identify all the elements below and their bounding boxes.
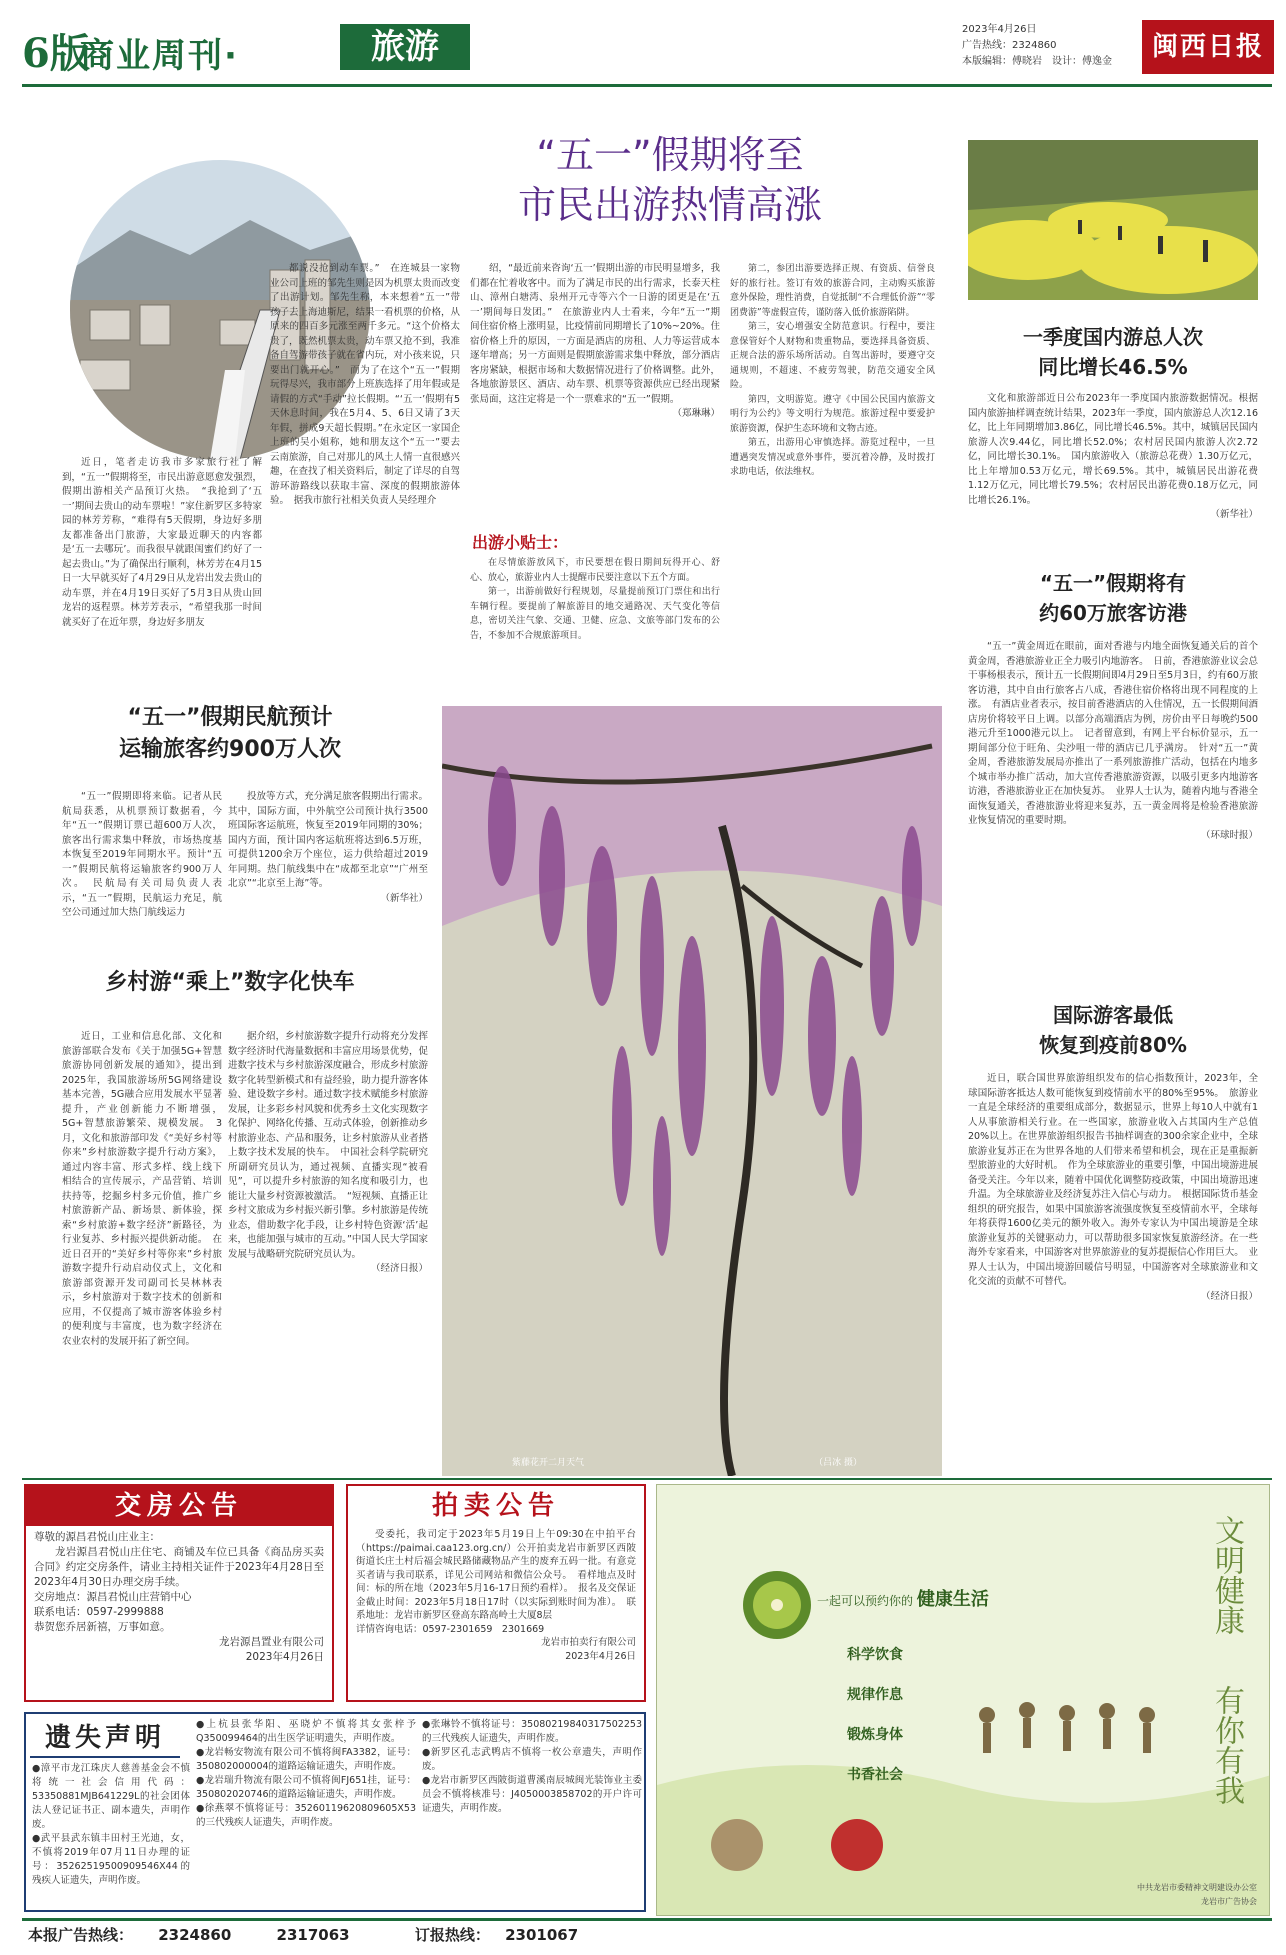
ad-side-text-1: 文明健康 <box>1209 1515 1244 1635</box>
lead-column-1: 近日，笔者走访我市多家旅行社了解到，“五一”假期将至，市民出游意愿愈发强烈，假期出游相关产品预订火热。 “我抢到了‘五一’期间去贵山的动车票啦！”家住新罗区多特家园的林芳芳称，“难得有5天假期，身边好多朋友都准备出门旅游，大家最近聊天的内容都是‘五一去哪玩’。而我很早就跟闺蜜们约好了一起去贵山。”为了确保出行顺利，林芳芳在4月15日一大早就买好了4月29日从龙岩出发去贵山的动车票，并在4月19日买好了5月3日从贵山回龙岩的返程票。林芳芳表示，“希望我那一时间就买好了在近年票，身边好多朋友 <box>62 457 262 628</box>
lead-byline: （郑琳琳） <box>672 408 720 419</box>
q1-title-line1: 一季度国内游总人次 <box>1023 325 1203 349</box>
hk-title-line1: “五一”假期将有 <box>1039 571 1187 595</box>
lost-item-8: ●新罗区孔志武鸭店不慎将一枚公章遗失，声明作废。 <box>422 1747 642 1772</box>
lost-item-3: ●上杭县张华阳、巫晓炉不慎将其女张梓予Q350099464的出生医学证明遗失，声明作废。 <box>196 1719 416 1744</box>
air-column-1: “五一”假期即将来临。记者从民航局获悉，从机票预订数据看，今年“五一”假期订票已超600万人次，旅客出行需求集中释放，市场热度基本恢复至2019年同期水平。预计“五一”假期民航将运输旅客约900万人次。 民航局有关司局负责人表示，“五一”假期，民航运力充足，航空公司通过加大热门航线运力 <box>62 791 222 918</box>
q1-title-line2: 同比增长46.5% <box>1038 355 1188 379</box>
ad-brand: 健康生活 <box>916 1589 989 1610</box>
photo-caption-right: （吕冰 摄） <box>814 1458 862 1468</box>
intl-title-line1: 国际游客最低 <box>1053 1003 1173 1027</box>
lead-title-line1: “五一”假期将至 <box>536 133 804 177</box>
auction-body: 受委托，我司定于2023年5月19日上午09:30在中拍平台（https://paimai.caa123.org.cn/）公开拍卖龙岩市新罗区西陂街道长庄土村后福会城民路储藏物品产生的废弃五码一批。有意竞买者请与我司联系，详见公司网站和微信公众号。 看样地点及时间：标的所在地（2023年5月16-17日预约看样）。 报名及交保证金截止时间：2023年5月18日17时（以实际到账时间为准）。 联系地址：龙岩市新罗区登高东路高岭土大厦8层 <box>356 1529 636 1621</box>
flower-field-photo <box>968 140 1258 300</box>
ad-item-2: 规律作息 <box>847 1687 903 1703</box>
intl-headline <box>968 1000 1258 1060</box>
air-headline <box>40 702 420 766</box>
ad-foot-2: 龙岩市广告协会 <box>1201 1897 1257 1906</box>
intl-title-line2: 恢复到疫前80% <box>1039 1033 1187 1057</box>
lead-column-2: 都说没抢到动车票。” 在连城县一家物业公司上班的邹先生则是因为机票太贵而改变了出游计划。邹先生称，本来想着“五一”带孩子去上海迪斯尼，结果一看机票的价格，从原来的四百多元涨至两千多元。“这个价格太贵了，既然机票太贵，动车票又抢不到，我准备自驾游带孩子就在省内玩，对小孩来说，只要出门就开心。” 而为了在这个“五一”假期玩得尽兴，我市部分上班族选择了用年假或是请假的方式“手动”拉长假期。“‘五一’假期有5天休息时间，我在5月4、5、6日又请了3天年假，拼成9天超长假期。”在永定区一家国企上班的吴小姐称，她和朋友这个“五一”要去云南旅游，自己对那儿的风土人情一直很感兴趣，在查找了相关资料后，制定了详尽的自驾游环游路线以获取丰富、深度的假期旅游体验。 据我市旅行社相关负责人吴经理介 <box>270 263 460 506</box>
wisteria-photo <box>442 706 942 1476</box>
content-divider <box>22 1478 1272 1480</box>
footer-sub-1: 2301067 <box>505 1926 579 1944</box>
air-byline: （新华社） <box>380 892 428 904</box>
page-header <box>22 18 1272 80</box>
footer-sub-label: 订报热线： <box>414 1926 490 1944</box>
q1-byline: （新华社） <box>1210 509 1258 520</box>
auction-notice <box>346 1484 646 1702</box>
hk-byline: （环球时报） <box>1200 829 1258 841</box>
handover-phone: 联系电话：0597-2999888 <box>34 1606 164 1618</box>
tips-column: 第二，参团出游要选择正规、有资质、信誉良好的旅行社。签订有效的旅游合同，主动购买旅游意外保险，理性消费，自觉抵制“不合理低价游”“零团费游”等虚假宣传，谨防落入低价旅游陷阱。 第三，安心增强安全防范意识。行程中，要注意保管好个人财物和贵重物品，要选择具备资质、正规合法的游乐场所活动。自驾出游时，要遵守交通规则，不超速、不疲劳驾驶，防范交通安全风险。 第四，文明游览。遵守《中国公民国内旅游文明行为公约》等文明行为规范。旅游过程中要爱护旅游资源，保护生态环境和文物古迹。 第五，出游用心审慎选择。游览过程中，一旦遭遇突发情况或意外事件，要沉着冷静，及时拨打求助电话，依法维权。 <box>730 264 935 477</box>
footer-ad-1: 2324860 <box>158 1926 232 1944</box>
air-title-line1: “五一”假期民航预计 <box>127 705 333 730</box>
hk-body: “五一”黄金周近在眼前，面对香港与内地全面恢复通关后的首个黄金周，香港旅游业正全力吸引内地游客。 日前，香港旅游业议会总干事杨根表示，预计五一长假期间即4月29日至5月3日，约有60万旅客访港，其中自由行旅客占八成，香港住宿价格将出现不同程度的上涨。 有酒店业者表示，按目前香港酒店的入住情况，五一长假期间酒店房价将较平日上调。以部分高端酒店为例，房价由平日每晚约500港元升至1000港元以上。 记者留意到，有网上平台标价显示，五一期间部分位于旺角、尖沙咀一带的酒店已几乎满房。 针对“五一”黄金周，香港旅游发展局亦推出了一系列旅游推广活动，包括在内地多个城市举办推广活动，加大宣传香港旅游资源，以吸引更多内地游客访港，香港旅游业正在加快复苏。 业界人士认为，随着内地与香港全面恢复通关，香港旅游业将迎来复苏，五一黄金周将是检验香港旅游业恢复情况的重要时期。 （环球时报） <box>968 640 1258 970</box>
lost-item-6: ●徐燕翠不慎将证号：35260119620809605X53的三代残疾人证遗失，声明作废。 <box>196 1803 416 1828</box>
ad-banner: 一起可以预约你的 健康生活 <box>817 1589 989 1610</box>
handover-date: 2023年4月26日 <box>245 1651 324 1663</box>
lost-item-9: ●龙岩市新罗区西陂街道曹溪南辰城闽光装饰业主委员会不慎将核准号：J4050003858702的开户许可证遗失，声明作废。 <box>422 1775 642 1814</box>
handover-title: 交房公告 <box>26 1486 332 1526</box>
section-title: 商业周刊· <box>80 36 239 76</box>
auction-title: 拍卖公告 <box>431 1491 560 1521</box>
issue-date: 2023年4月26日 <box>962 24 1037 35</box>
lost-item-2: ●武平县武东镇丰田村王光迪，女，不慎将2019年07月11日办理的证号：35262519500909546X44的残疾人证遗失，声明作废。 <box>32 1833 190 1886</box>
handover-addressee: 尊敬的源昌君悦山庄业主： <box>34 1531 160 1543</box>
footer-ad-label: 本报广告热线： <box>28 1926 134 1944</box>
handover-address: 交房地点：源昌君悦山庄营销中心 <box>34 1591 192 1603</box>
handover-thanks: 恭贺您乔居新禧，万事如意。 <box>34 1621 171 1633</box>
rural-headline: 乡村游“乘上”数字化快车 <box>105 970 355 995</box>
lead-title-line2: 市民出游热情高涨 <box>517 183 822 227</box>
tips-heading: 出游小贴士： <box>472 533 569 552</box>
rural-column-1: 近日，工业和信息化部、文化和旅游部联合发布《关于加强5G+智慧旅游协同创新发展的通知》，提出到2025年，我国旅游场所5G网络建设基本完善，5G融合应用发展水平显著提升，产业创新能力不断增强，5G+智慧旅游繁荣、规模发展。 3月，文化和旅游部印发《“美好乡村等你来”乡村旅游数字提升行动方案》，通过内容丰富、形式多样、线上线下相结合的宣传展示，产品营销、培训扶持等，挖掘乡村多元价值，推广乡村旅游新产品、新场景、新体验，探索“乡村旅游+数字经济”新路径，为行业复苏、乡村振兴提供新动能。 在近日召开的“美好乡村等你来”乡村旅游数字提升行动启动仪式上，文化和旅游部资源开发司副司长吴林林表示，乡村旅游对于数字技术的创新和应用，不仅提高了城市游客体验乡村的便利度与丰富度，也为数字经济在农业农村的发展开拓了新空间。 <box>62 1031 222 1347</box>
footer-bar <box>22 1918 1272 1948</box>
ad-item-3: 锻炼身体 <box>847 1727 903 1743</box>
photo-caption-left: 紫藤花开二月天气 <box>512 1458 585 1468</box>
handover-body: 龙岩源昌君悦山庄住宅、商铺及车位已具备《商品房买卖合同》约定交房条件，请业主持相关证件于2023年4月28日至2023年4月30日办理交房手续。 <box>34 1546 324 1588</box>
q1-headline <box>968 322 1258 382</box>
lost-item-5: ●龙岩瑞升物流有限公司不慎将闽FJ651挂，证号：350802020746的道路运输证遗失，声明作废。 <box>196 1775 416 1800</box>
editor-line: 本版编辑：傅晓岩 设计：傅逸金 <box>962 56 1112 67</box>
ad-side-text-2: 有你有我 <box>1209 1685 1244 1805</box>
ad-foot-1: 中共龙岩市委精神文明建设办公室 <box>1137 1883 1257 1892</box>
ad-item-1: 科学饮食 <box>847 1647 903 1663</box>
hk-title-line2: 约60万旅客访港 <box>1039 601 1187 625</box>
page-number: 6版 <box>22 30 90 77</box>
ad-item-4: 书香社会 <box>847 1767 903 1783</box>
ad-hotline: 广告热线：2324860 <box>962 40 1057 51</box>
air-column-2: 投放等方式，充分满足旅客假期出行需求。其中，国际方面，中外航空公司预计执行3500班国际客运航班，恢复至2019年同期的30%；国内方面，预计国内客运航班将达到6.5万班，可提供1200余万个座位，运力供给超过2019年同期。热门航线集中在“成都至北京”“广州至北京”“北京至上海”等。 （新华社） <box>228 790 428 940</box>
lost-item-7: ●张琳铃不慎将证号：35080219840317502253的三代残疾人证遗失，声明作废。 <box>422 1719 642 1744</box>
newspaper-logo: 闽西日报 <box>1142 20 1274 74</box>
lost-title: 遗失声明 <box>30 1718 180 1758</box>
intl-byline: （经济日报） <box>1200 1290 1258 1302</box>
lost-column-2 <box>196 1718 416 1910</box>
lost-item-4: ●龙岩畅安物流有限公司不慎将闽FA3382，证号：350802000004的道路运输证遗失，声明作废。 <box>196 1747 416 1772</box>
public-service-ad <box>656 1484 1270 1916</box>
auction-phone: 详情咨询电话：0597-2301659 2301669 <box>356 1623 545 1635</box>
ad-illustration <box>657 1485 1270 1916</box>
auction-date: 2023年4月26日 <box>565 1650 636 1662</box>
ad-items <box>847 1635 903 1795</box>
rural-column-2: 据介绍，乡村旅游数字提升行动将充分发挥数字经济时代海量数据和丰富应用场景优势，促进数字技术与乡村旅游深度融合，形成乡村旅游数字化转型新模式和有益经验，助力提升游客体验、建设数字乡村。通过数字技术赋能乡村旅游发展，让多彩乡村风貌和优秀乡土文化实现数字化保护、网络化传播、互动式体验，创新推动乡村旅游业态、产品和服务，让乡村旅游从业者搭上数字技术发展的快车。 中国社会科学院研究所副研究员认为，通过视频、直播实现“被看见”，可以提升乡村旅游的知名度和吸引力，也能让大量乡村资源被激活。 “短视频、直播正让乡村文旅成为乡村振兴新引擎。乡村旅游是传统业态，借助数字化手段，让乡村特色资源‘活’起来，也能加强与城市的互动。”中国人民大学国家发展与战略研究院研究员认为。 （经济日报） <box>228 1030 428 1470</box>
lost-column-3 <box>422 1718 642 1910</box>
lost-notice-panel <box>24 1712 646 1912</box>
intl-body: 近日，联合国世界旅游组织发布的信心指数预计，2023年，全球国际游客抵达人数可能恢复到疫情前水平的80%至95%。 旅游业一直是全球经济的重要组成部分，数据显示，世界上每10人中就有1人从事旅游相关行业。在一些国家，旅游业收入占其国内生产总值20%以上。在世界旅游组织报告书抽样调查的300余家企业中，全球旅游业复苏正在为世界各地的人们带来希望和机会，现在正是重振新型旅游业的大好时机。 作为全球旅游业的重要引擎，中国出境游进展备受关注。今年以来，随着中国优化调整防疫政策，中国出境游迅速升温。为全球旅游业及经济复苏注入信心与动力。 根据国际货币基金组织的研究报告，如果中国旅游客流强度恢复至疫情前水平，全球每年将获得1600亿美元的额外收入。海外专家认为中国出境游是全球旅游业复苏的关键驱动力，可以帮助很多国家恢复旅游经济。在一些海外专家看来，中国游客对世界旅游业的复苏提振信心作用巨大。 业界人士认为，中国出境游回暖信号明显，中国游客对全球旅游业和文化交流的贡献不可替代。 （经济日报） <box>968 1072 1258 1472</box>
lost-column-1 <box>32 1762 190 1910</box>
lost-item-1: ●漳平市龙江珠庆人慈善基金会不慎将统一社会信用代码：53350881MJB641229L的社会团体法人登记证书正、副本遗失，声明作废。 <box>32 1763 190 1830</box>
footer-ad-2: 2317063 <box>276 1926 350 1944</box>
q1-body: 文化和旅游部近日公布2023年一季度国内旅游数据情况。根据国内旅游抽样调查统计结果，2023年一季度，国内旅游总人次12.16亿，比上年同期增加3.86亿，同比增长46.5%。其中，城镇居民国内旅游人次9.44亿，同比增长52.0%；农村居民国内旅游人次2.72亿，同比增长30.1%。 国内旅游收入（旅游总花费）1.30万亿元，比上年增加0.53万亿元，增长69.5%。其中，城镇居民出游花费1.12万亿元，同比增长79.5%；农村居民出游花费0.18万亿元，同比增长26.1%。 （新华社） <box>968 392 1258 547</box>
air-title-line2: 运输旅客约900万人次 <box>119 737 341 762</box>
section-tag: 旅游 <box>340 24 470 70</box>
handover-notice <box>24 1484 334 1702</box>
tips-intro: 在尽情旅游放风下，市民要想在假日期间玩得开心、舒心、放心，旅游业内人士提醒市民要注意以下五个方面。 第一，出游前做好行程规划，尽量提前预订门票住和出行车辆行程。要提前了解旅游目的地交通路况、天气变化等信息，密切关注气象、交通、卫健、应急、文旅等部门发布的公告，不参加不合规旅游项目。 <box>470 558 720 641</box>
rural-byline: （经济日报） <box>370 1263 428 1274</box>
header-info <box>962 22 1112 70</box>
header-divider <box>22 84 1272 87</box>
hk-headline <box>968 568 1258 628</box>
auction-sign: 龙岩市拍卖行有限公司 <box>540 1637 636 1648</box>
handover-sign: 龙岩源昌置业有限公司 <box>219 1636 324 1648</box>
lead-column-3: 绍，“最近前来咨询‘五一’假期出游的市民明显增多，我们都在忙着收客中。而为了满足市民的出行需求，长泰天柱山、漳州白塘湾、泉州开元寺等六个一日游的团更是在‘五一’期间每日发团。” 在旅游业内人士看来，今年“五一”期间住宿价格上涨明显，比疫情前同期增长了10%~20%。住宿价格上升的原因，一方面是酒店的房租、人力等运营成本逐年增高；另一方面则是假期旅游需求集中释放，部分酒店客房紧缺，根据市场和大数据情况进行了价格调整。此外，各地旅游景区、酒店、动车票、机票等资源供应已经出现紧张局面，这注定将是一个一票难求的“五一”假期。 （郑琳琳） <box>470 262 720 522</box>
lead-headline <box>410 130 930 230</box>
